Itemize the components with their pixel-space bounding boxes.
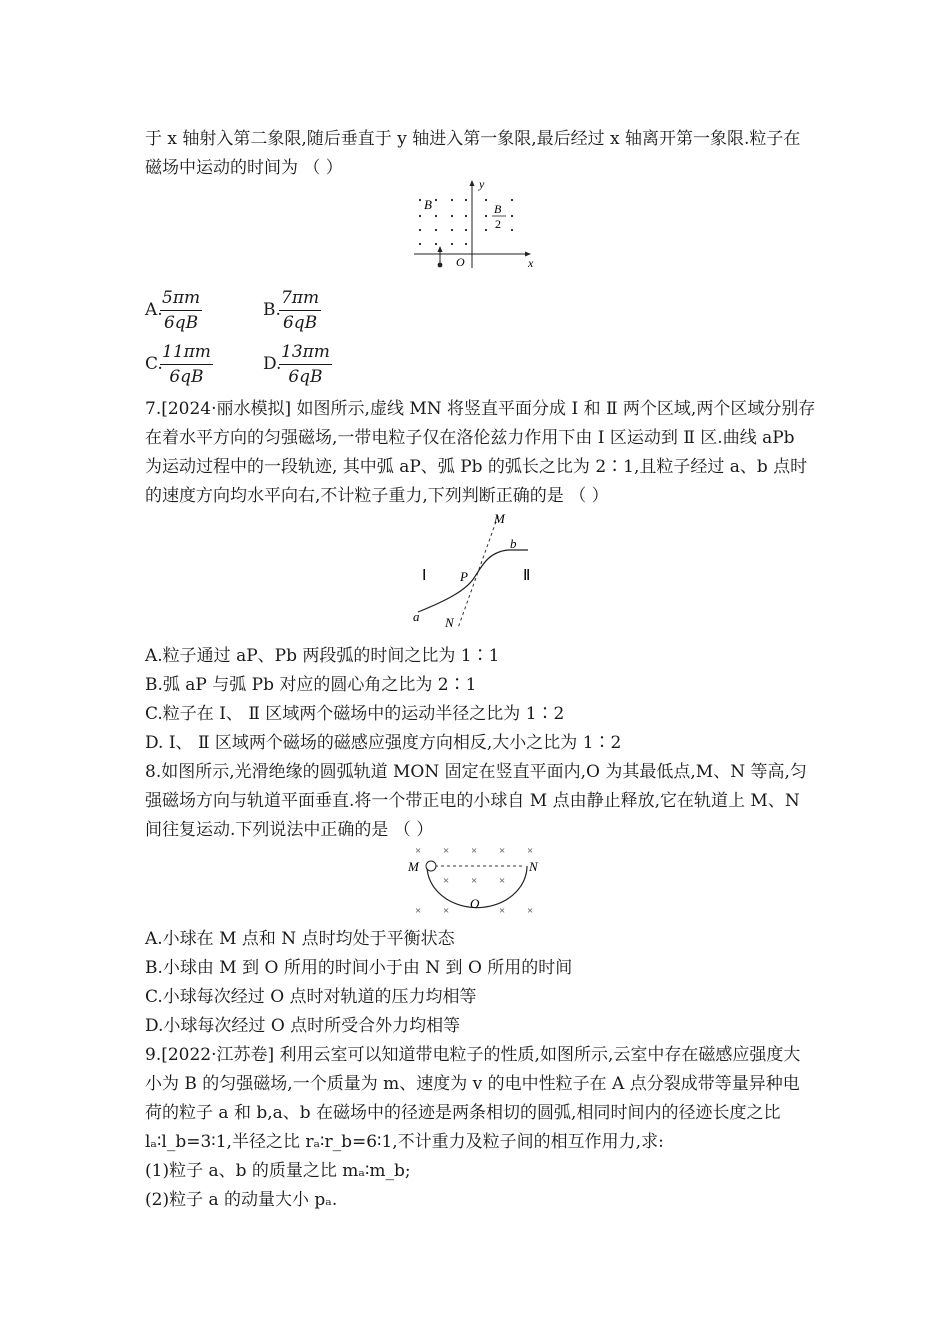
svg-text:×: × [471, 845, 478, 857]
q8-option-d: D.小球每次经过 O 点时所受合外力均相等 [145, 1016, 461, 1036]
q8-line-3: 间往复运动.下列说法中正确的是 （ ） [145, 820, 434, 840]
q7-line-3: 为运动过程中的一段轨迹, 其中弧 aP、弧 Pb 的弧长之比为 2∶1,且粒子经过 a、b 点时 [145, 457, 808, 477]
q9-line-2: 小为 B 的匀强磁场,一个质量为 m、速度为 v 的电中性粒子在 A 点分裂成带等量异种电 [145, 1074, 800, 1094]
q6-option-a-fraction [160, 288, 202, 333]
q6-option-d-fraction [279, 342, 332, 387]
q6-option-c-label: C. [145, 354, 163, 374]
velocity-arrow-head-icon [438, 246, 443, 252]
q6-option-c-den: 6qB [169, 367, 204, 387]
label-n: N [529, 859, 538, 874]
label-region-2: Ⅱ [523, 568, 531, 584]
q7-option-a: A.粒子通过 aP、Pb 两段弧的时间之比为 1∶1 [145, 646, 500, 666]
label-region-1: Ⅰ [422, 568, 427, 584]
label-b-right-den: 2 [495, 217, 501, 231]
q9-line-4: lₐ∶l_b=3∶1,半径之比 rₐ∶r_b=6∶1,不计重力及粒子间的相互作用力,求: [145, 1132, 664, 1152]
label-m: M [494, 511, 505, 526]
q7-line-1: 7.[2024·丽水模拟] 如图所示,虚线 MN 将竖直平面分成 Ⅰ 和 Ⅱ 两个区域,两个区域分别存 [145, 399, 816, 419]
q6-option-d-den: 6qB [288, 367, 323, 387]
q6-line-2: 磁场中运动的时间为 （ ） [145, 158, 343, 178]
q6-option-d-label: D. [263, 354, 282, 374]
label-x: x [528, 256, 534, 270]
svg-text:×: × [527, 905, 534, 917]
q6-option-b-label: B. [263, 300, 281, 320]
y-axis-arrow-icon [470, 180, 475, 186]
q6-magnetic-field-figure [410, 178, 540, 270]
q8-option-b: B.小球由 M 到 O 所用的时间小于由 N 到 O 所用的时间 [145, 958, 573, 978]
q9-line-3: 荷的粒子 a 和 b,a、b 在磁场中的径迹是两条相切的圆弧,相同时间内的径迹长度之比 [145, 1103, 781, 1123]
q6-option-a-label: A. [145, 300, 163, 320]
svg-text:×: × [499, 845, 506, 857]
q6-option-c-fraction [160, 342, 213, 387]
label-p: P [460, 569, 468, 584]
q7-line-4: 的速度方向均水平向右,不计粒子重力,下列判断正确的是 （ ） [145, 486, 609, 506]
q7-option-d: D. Ⅰ、 Ⅱ 区域两个磁场的磁感应强度方向相反,大小之比为 1∶2 [145, 733, 622, 753]
q6-option-a-den: 6qB [163, 313, 199, 333]
label-b-left: B [424, 197, 432, 212]
svg-text:×: × [499, 905, 506, 917]
q7-trajectory-figure [408, 508, 558, 636]
q6-option-b-den: 6qB [282, 313, 318, 333]
svg-text:×: × [527, 845, 534, 857]
svg-text:×: × [443, 845, 450, 857]
label-b: b [510, 536, 517, 551]
q6-line-1: 于 x 轴射入第二象限,随后垂直于 y 轴进入第一象限,最后经过 x 轴离开第一象限.粒子在 [145, 129, 801, 149]
label-a: a [413, 609, 420, 624]
svg-text:×: × [499, 875, 506, 887]
particle-icon [438, 263, 443, 268]
ball-icon [426, 861, 436, 871]
q6-option-d-num: 13πm [279, 342, 332, 365]
q7-line-2: 在着水平方向的匀强磁场,一带电粒子仅在洛伦兹力作用下由 Ⅰ 区运动到 Ⅱ 区.曲线 aPb [145, 428, 795, 448]
q6-option-b-fraction [279, 288, 321, 333]
q6-option-b-num: 7πm [279, 288, 321, 311]
svg-text:×: × [415, 845, 422, 857]
label-y: y [479, 178, 485, 191]
label-origin: O [456, 255, 465, 269]
q8-line-1: 8.如图所示,光滑绝缘的圆弧轨道 MON 固定在竖直平面内,O 为其最低点,M、N 等高,匀 [145, 762, 807, 782]
svg-text:×: × [471, 875, 478, 887]
q8-option-c: C.小球每次经过 O 点时对轨道的压力均相等 [145, 987, 477, 1007]
label-o: O [470, 896, 480, 911]
svg-text:×: × [415, 905, 422, 917]
q8-arc-track-figure [405, 842, 550, 920]
trajectory-apb [418, 550, 531, 612]
label-b-right-num: B [494, 202, 502, 216]
label-m: M [408, 859, 419, 874]
q8-line-2: 强磁场方向与轨道平面垂直.将一个带正电的小球自 M 点由静止释放,它在轨道上 M、N [145, 791, 800, 811]
svg-text:×: × [443, 905, 450, 917]
q7-option-c: C.粒子在 Ⅰ、 Ⅱ 区域两个磁场中的运动半径之比为 1∶2 [145, 704, 565, 724]
q8-option-a: A.小球在 M 点和 N 点时均处于平衡状态 [145, 929, 455, 949]
q9-line-5: (1)粒子 a、b 的质量之比 mₐ∶m_b; [145, 1161, 411, 1181]
label-n: N [445, 615, 454, 630]
q9-line-6: (2)粒子 a 的动量大小 pₐ. [145, 1190, 338, 1210]
q6-option-a-num: 5πm [160, 288, 202, 311]
q7-option-b: B.弧 aP 与弧 Pb 对应的圆心角之比为 2∶1 [145, 675, 477, 695]
q9-line-1: 9.[2022·江苏卷] 利用云室可以知道带电粒子的性质,如图所示,云室中存在磁感应强度大 [145, 1045, 801, 1065]
q6-option-c-num: 11πm [160, 342, 213, 365]
svg-text:×: × [443, 875, 450, 887]
